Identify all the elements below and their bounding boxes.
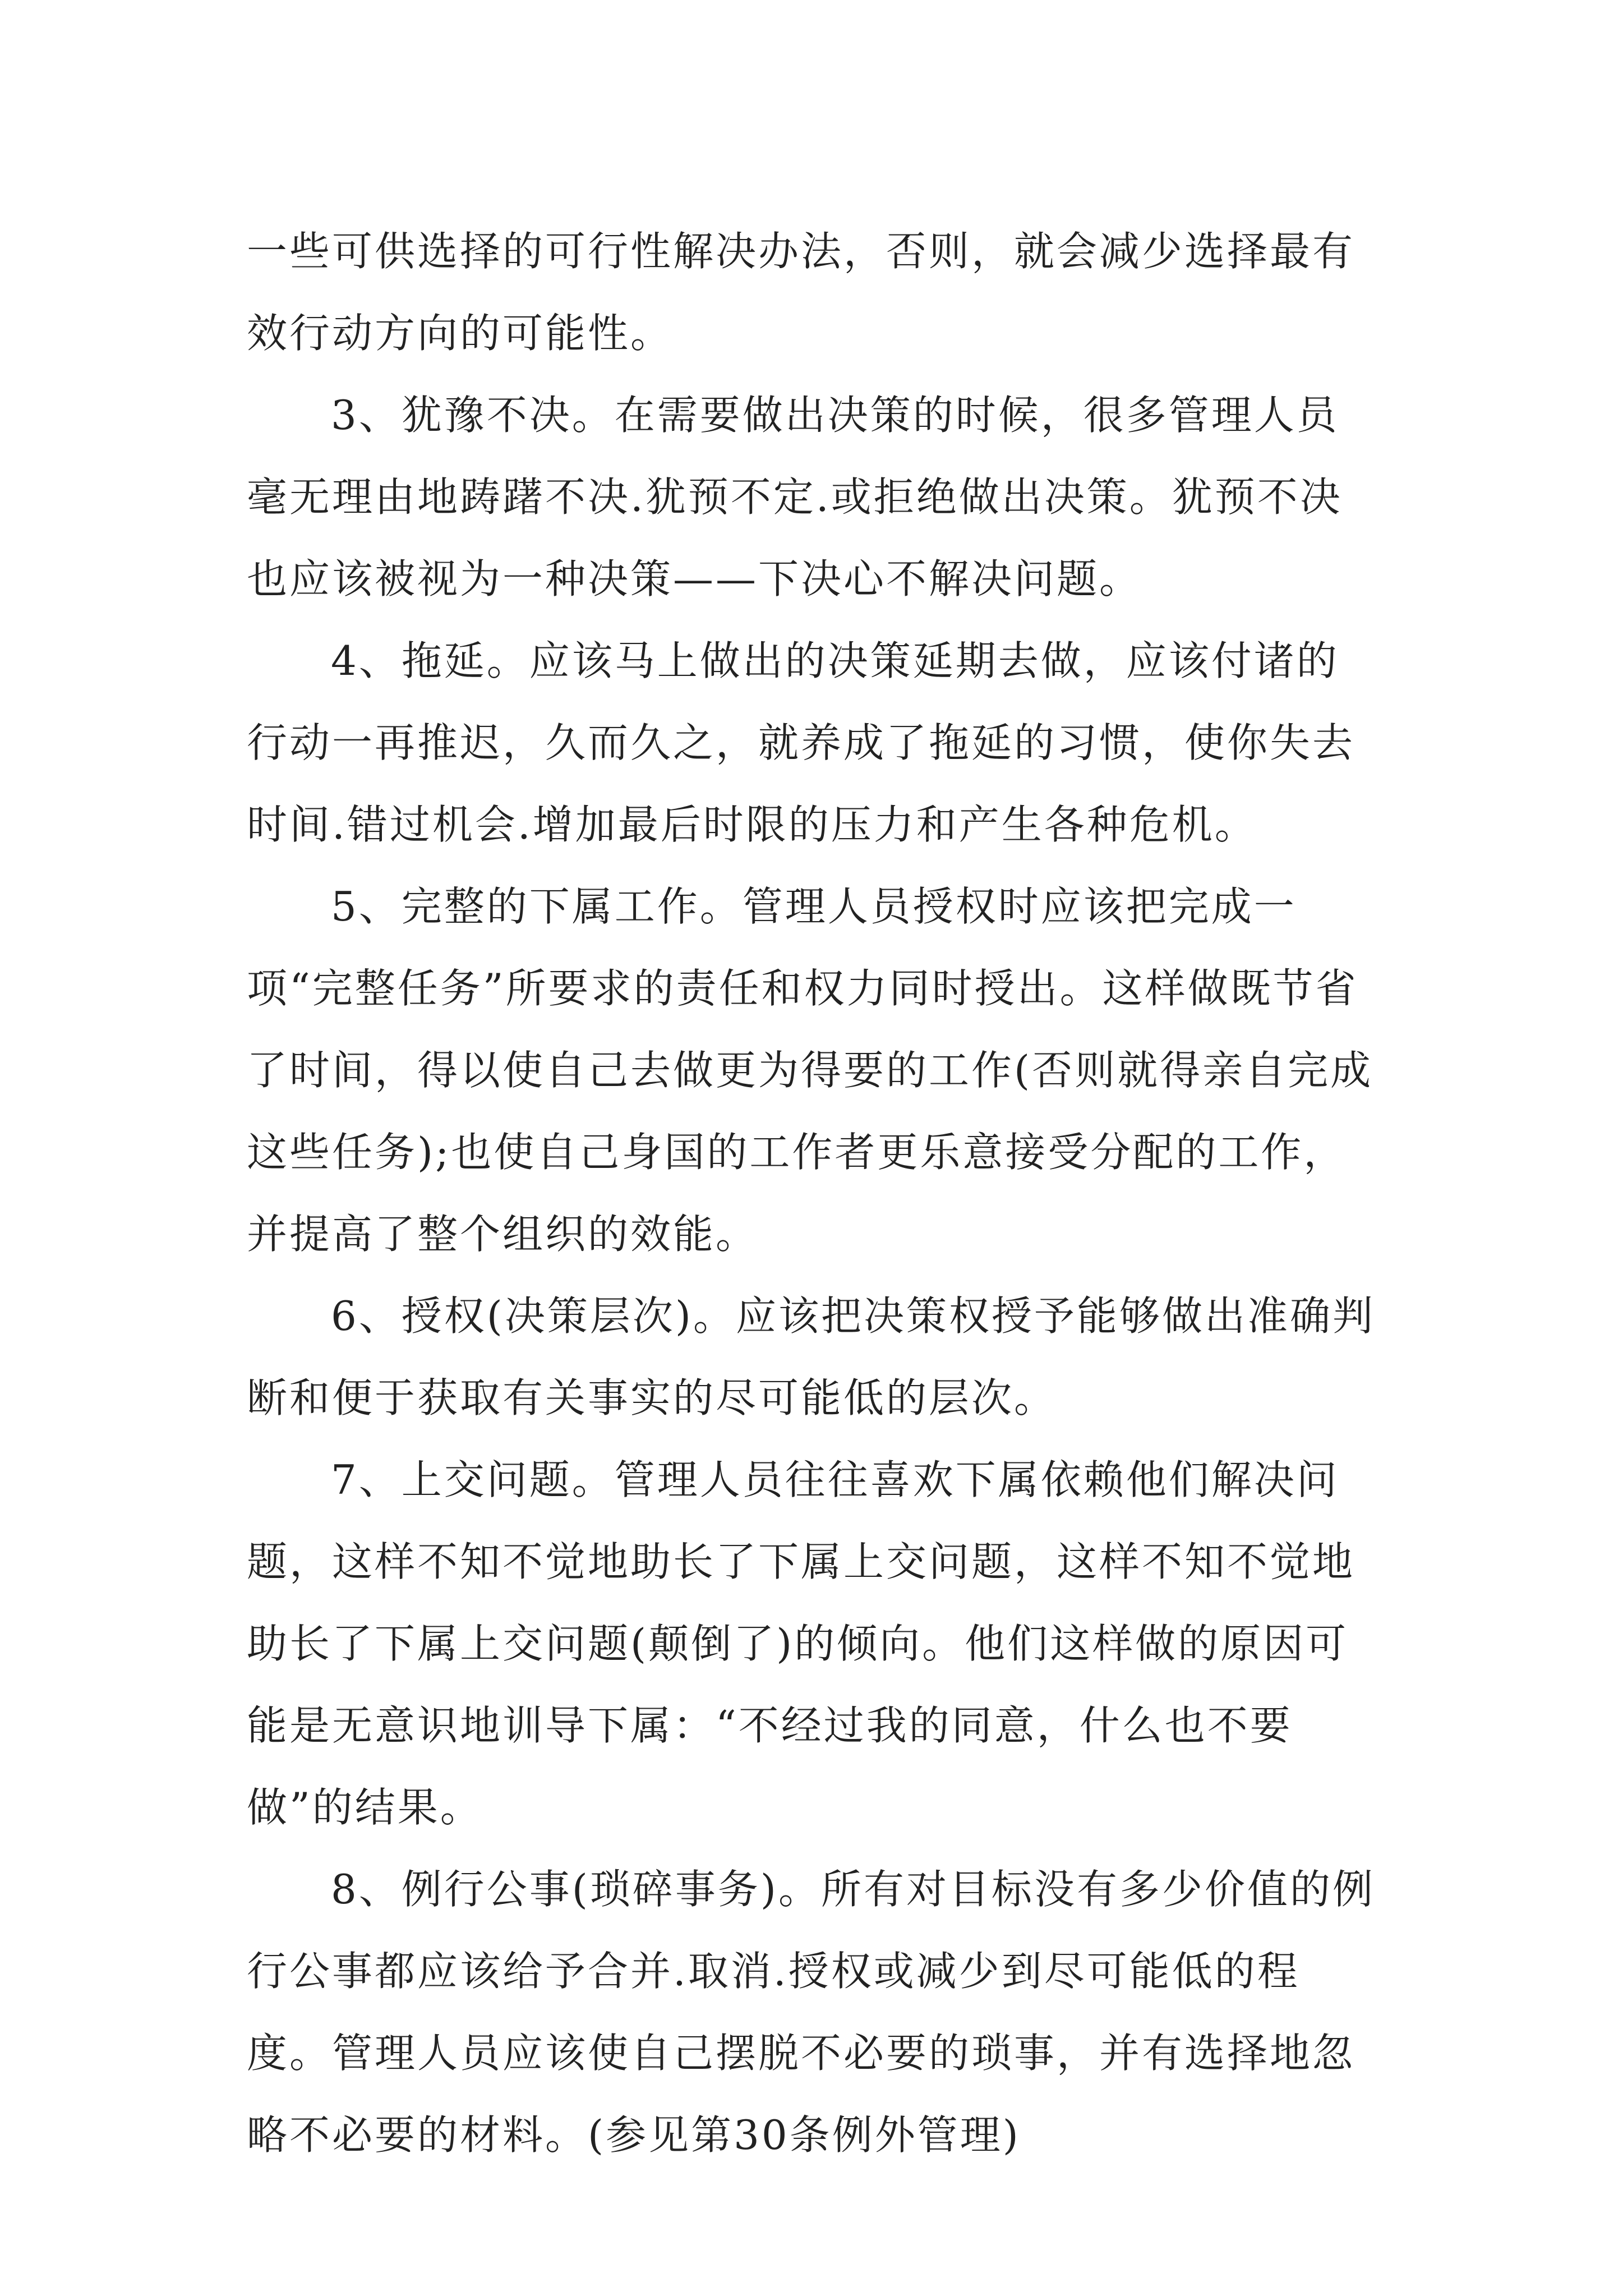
document-body [247, 210, 1377, 2176]
paragraph-intro: 一些可供选择的可行性解决办法，否则，就会减少选择最有效行动方向的可能性。 [247, 228, 1355, 357]
paragraph-item-4: 4、拖延。应该马上做出的决策延期去做，应该付诸的行动一再推迟，久而久之，就养成了拖延的习惯，使你失去时间.错过机会.增加最后时限的压力和产生各种危机。 [247, 637, 1355, 848]
paragraph-item-3: 3、犹豫不决。在需要做出决策的时候，很多管理人员毫无理由地踌躇不决.犹预不定.或拒绝做出决策。犹预不决也应该被视为一种决策——下决心不解决问题。 [247, 392, 1343, 602]
paragraph-item-5: 5、完整的下属工作。管理人员授权时应该把完成一项“完整任务”所要求的责任和权力同时授出。这样做既节省了时间，得以使自己去做更为得要的工作(否则就得亲自完成这些任务);也使自己身国的工作者更乐意接受分配的工作，并提高了整个组织的效能。 [247, 883, 1373, 1258]
paragraph-item-6: 6、授权(决策层次)。应该把决策权授予能够做出准确判断和便于获取有关事实的尽可能低的层次。 [247, 1292, 1375, 1421]
paragraph-item-8: 8、例行公事(琐碎事务)。所有对目标没有多少价值的例行公事都应该给予合并.取消.授权或减少到尽可能低的程度。管理人员应该使自己摆脱不必要的琐事，并有选择地忽略不必要的材料。(参见第30条例外管理) [247, 1866, 1375, 2159]
paragraph-item-7: 7、上交问题。管理人员往往喜欢下属依赖他们解决问题，这样不知不觉地助长了下属上交问题，这样不知不觉地助长了下属上交问题(颠倒了)的倾向。他们这样做的原因可能是无意识地训导下属：“不经过我的同意，什么也不要做”的结果。 [247, 1456, 1355, 1831]
